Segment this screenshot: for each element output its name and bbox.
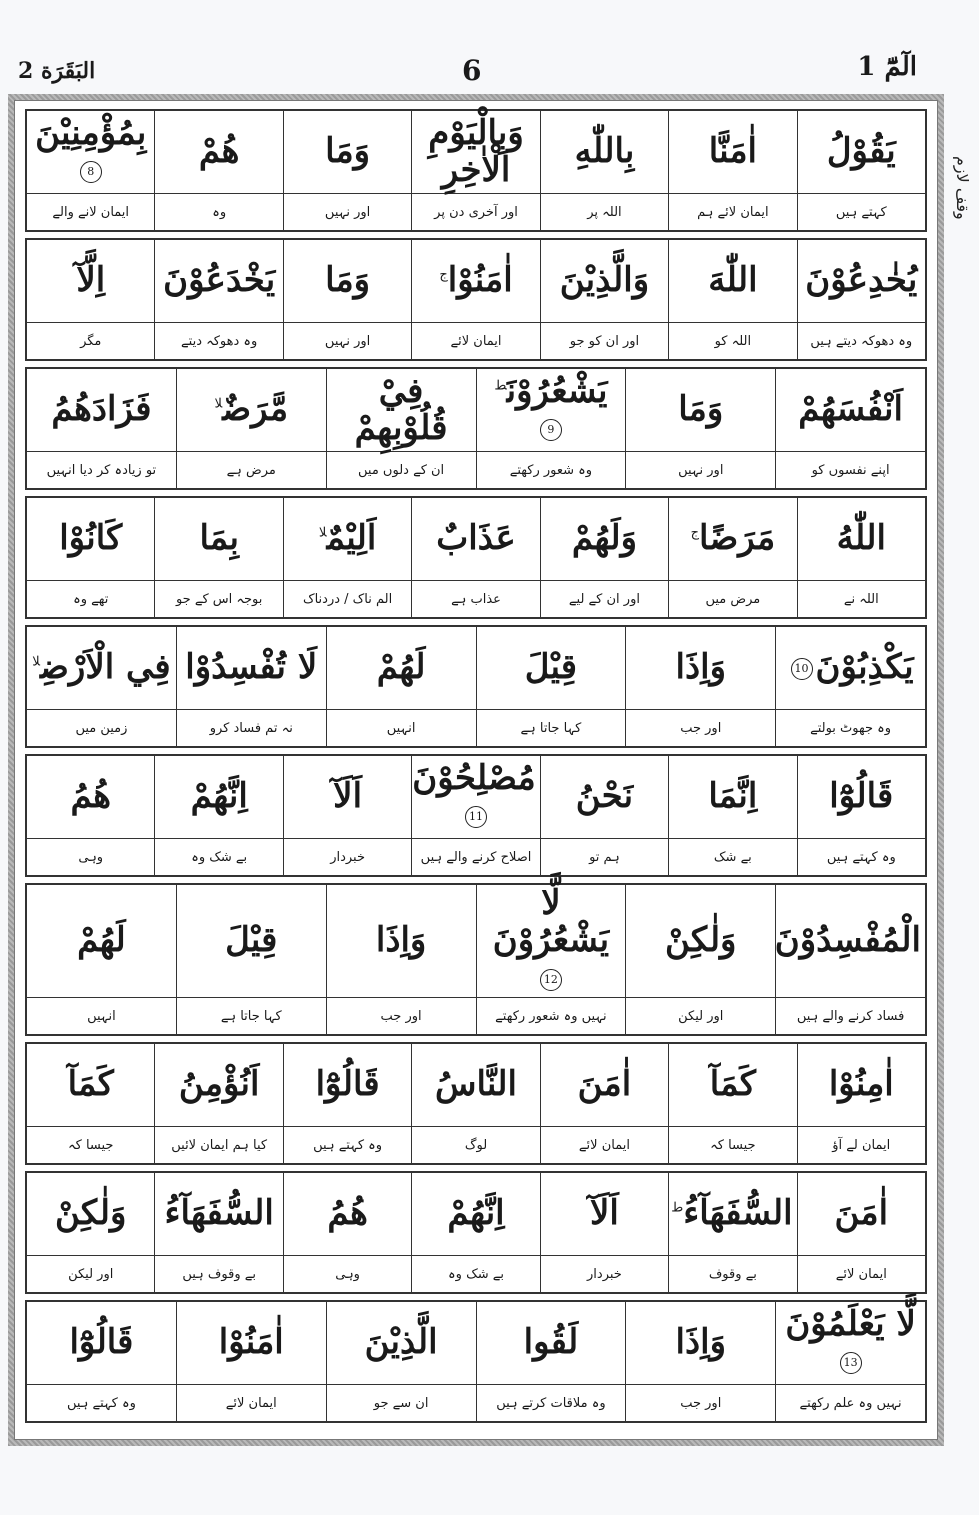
arabic-word: وَمَا bbox=[325, 260, 371, 301]
arabic-word: فَزَادَهُمُ bbox=[51, 389, 152, 430]
arabic-word: اِنَّمَا bbox=[708, 776, 758, 817]
urdu-gloss: اللہ پر bbox=[540, 194, 668, 231]
urdu-gloss: اور جب bbox=[326, 998, 476, 1035]
arabic-word: مَّرَضٌ bbox=[222, 389, 289, 430]
ayah-number-badge: 11 bbox=[465, 806, 487, 828]
urdu-gloss: فساد کرنے والے ہیں bbox=[776, 998, 926, 1035]
arabic-word: اٰمَنَ bbox=[834, 1193, 889, 1234]
arabic-word-cell bbox=[776, 1302, 926, 1385]
waqf-mark-icon: ط bbox=[494, 378, 507, 394]
arabic-word-cell bbox=[412, 240, 540, 323]
urdu-gloss: نہیں وہ شعور رکھتے bbox=[476, 998, 626, 1035]
arabic-word: بِاللّٰهِ bbox=[574, 131, 635, 172]
arabic-word-cell bbox=[626, 1302, 776, 1385]
arabic-word: وَاِذَا bbox=[675, 1322, 726, 1363]
page-number: 6 bbox=[462, 54, 482, 87]
arabic-word-cell bbox=[797, 240, 925, 323]
arabic-word: اَنُؤْمِنُ bbox=[178, 1064, 260, 1105]
urdu-gloss: کیا ہم ایمان لائیں bbox=[155, 1127, 283, 1164]
arabic-word: قِيْلَ bbox=[524, 647, 578, 688]
arabic-word: مَرَضًا bbox=[698, 518, 776, 559]
arabic-word-cell bbox=[155, 111, 283, 194]
arabic-word-cell bbox=[27, 1044, 155, 1127]
page-header bbox=[0, 52, 979, 98]
arabic-word-cell bbox=[669, 498, 797, 581]
juz-name: الٓمّٓ 1 bbox=[857, 52, 917, 82]
arabic-word-cell bbox=[155, 498, 283, 581]
urdu-gloss: ایمان لائے bbox=[797, 1256, 925, 1293]
waqf-mark-icon: ط bbox=[671, 1201, 684, 1217]
urdu-gloss: تھے وہ bbox=[27, 581, 155, 618]
urdu-gloss: ایمان لائے bbox=[176, 1385, 326, 1422]
ayah-number-badge: 9 bbox=[540, 419, 562, 441]
arabic-word-cell bbox=[540, 1173, 668, 1256]
arabic-word-cell bbox=[476, 369, 626, 452]
arabic-word-cell bbox=[476, 885, 626, 998]
urdu-gloss: وہ کہتے ہیں bbox=[797, 839, 925, 876]
arabic-word: وَمَا bbox=[325, 131, 371, 172]
arabic-word-cell bbox=[27, 1302, 177, 1385]
urdu-gloss: بے شک وہ bbox=[155, 839, 283, 876]
urdu-gloss: اور لیکن bbox=[626, 998, 776, 1035]
arabic-word: قِيْلَ bbox=[225, 920, 278, 961]
urdu-gloss: اور ان کے لیے bbox=[540, 581, 668, 618]
urdu-gloss: نہ تم فساد کرو bbox=[176, 710, 326, 747]
arabic-word: يَكْذِبُوْنَ bbox=[815, 647, 914, 688]
arabic-word: اٰمَنُوْا bbox=[218, 1322, 284, 1363]
verse-row bbox=[25, 238, 927, 361]
arabic-word-cell bbox=[27, 498, 155, 581]
arabic-word-cell bbox=[412, 756, 540, 839]
arabic-word: اٰمِنُوْا bbox=[828, 1064, 894, 1105]
verse-row bbox=[25, 367, 927, 490]
urdu-gloss: وہ کہتے ہیں bbox=[283, 1127, 411, 1164]
arabic-word: مُصْلِحُوْنَ bbox=[412, 757, 536, 798]
arabic-word: وَلٰكِنْ bbox=[55, 1193, 127, 1234]
arabic-word: وَاِذَا bbox=[375, 920, 427, 961]
word-by-word-grid bbox=[14, 100, 938, 1440]
arabic-word: الْمُفْسِدُوْنَ bbox=[774, 920, 921, 961]
urdu-gloss: اپنے نفسوں کو bbox=[776, 452, 926, 489]
arabic-word: اِنَّهُمْ bbox=[447, 1193, 505, 1234]
urdu-gloss: ان کے دلوں میں bbox=[326, 452, 476, 489]
urdu-gloss: جیسا کہ bbox=[27, 1127, 155, 1164]
arabic-word: وَالَّذِيْنَ bbox=[559, 260, 650, 301]
urdu-gloss: اور نہیں bbox=[283, 194, 411, 231]
urdu-gloss: انہیں bbox=[326, 710, 476, 747]
urdu-gloss: اور جب bbox=[626, 710, 776, 747]
urdu-gloss: ایمان لائے ہم bbox=[669, 194, 797, 231]
urdu-gloss: ہم تو bbox=[540, 839, 668, 876]
waqf-mark-icon: ج bbox=[439, 267, 448, 283]
arabic-word: قَالُوْٓا bbox=[315, 1064, 380, 1105]
arabic-word: فِي الْاَرْضِ bbox=[40, 647, 171, 688]
arabic-word: السُّفَهَآءُ bbox=[164, 1193, 274, 1234]
arabic-word: يُخٰدِعُوْنَ bbox=[805, 260, 918, 301]
urdu-gloss: اللہ نے bbox=[797, 581, 925, 618]
urdu-gloss: اصلاح کرنے والے ہیں bbox=[412, 839, 540, 876]
arabic-word: النَّاسُ bbox=[435, 1064, 517, 1105]
arabic-word-cell bbox=[27, 111, 155, 194]
urdu-gloss: اللہ کو bbox=[669, 323, 797, 360]
urdu-gloss: نہیں وہ علم رکھتے bbox=[776, 1385, 926, 1422]
arabic-word: اللّٰهُ bbox=[836, 518, 886, 559]
urdu-gloss: کہتے ہیں bbox=[797, 194, 925, 231]
arabic-word: لَّا يَشْعُرُوْنَ bbox=[492, 883, 610, 961]
arabic-word-cell bbox=[626, 627, 776, 710]
urdu-gloss: بوجہ اس کے جو bbox=[155, 581, 283, 618]
urdu-gloss: ایمان لائے bbox=[412, 323, 540, 360]
arabic-word-cell bbox=[176, 1302, 326, 1385]
arabic-word: كَمَآ bbox=[709, 1064, 756, 1105]
arabic-word-cell bbox=[776, 627, 926, 710]
arabic-word-cell bbox=[797, 756, 925, 839]
arabic-word-cell bbox=[155, 756, 283, 839]
arabic-word-cell bbox=[669, 756, 797, 839]
arabic-word: كَمَآ bbox=[67, 1064, 114, 1105]
surah-name: البَقَرَة 2 bbox=[18, 58, 96, 84]
arabic-word-cell bbox=[176, 885, 326, 998]
arabic-word: السُّفَهَآءُ bbox=[683, 1193, 793, 1234]
urdu-gloss: اور نہیں bbox=[283, 323, 411, 360]
arabic-word-cell bbox=[540, 1044, 668, 1127]
waqf-mark-icon: لا bbox=[214, 396, 223, 412]
arabic-word-cell bbox=[27, 369, 177, 452]
arabic-word-cell bbox=[326, 1302, 476, 1385]
arabic-word: وَبِالْيَوْمِ الْاٰخِرِ bbox=[428, 112, 524, 190]
arabic-word: الَّذِيْنَ bbox=[364, 1322, 438, 1363]
arabic-word-cell bbox=[626, 369, 776, 452]
arabic-word: وَاِذَا bbox=[675, 647, 726, 688]
verse-row bbox=[25, 1171, 927, 1294]
urdu-gloss: کہا جاتا ہے bbox=[176, 998, 326, 1035]
urdu-gloss: وہ bbox=[155, 194, 283, 231]
arabic-word: وَلَهُمْ bbox=[571, 518, 637, 559]
urdu-gloss: مگر bbox=[27, 323, 155, 360]
arabic-word: وَلٰكِنْ bbox=[665, 920, 737, 961]
urdu-gloss: خبردار bbox=[283, 839, 411, 876]
arabic-word-cell bbox=[669, 1044, 797, 1127]
urdu-gloss: اور لیکن bbox=[27, 1256, 155, 1293]
arabic-word-cell bbox=[412, 1173, 540, 1256]
arabic-word-cell bbox=[283, 1173, 411, 1256]
ayah-number-badge: 13 bbox=[840, 1352, 862, 1374]
arabic-word-cell bbox=[27, 627, 177, 710]
urdu-gloss: ان سے جو bbox=[326, 1385, 476, 1422]
urdu-gloss: وہ دھوکہ دیتے ہیں bbox=[797, 323, 925, 360]
urdu-gloss: وہ دھوکہ دیتے bbox=[155, 323, 283, 360]
arabic-word: لَقُوا bbox=[523, 1322, 579, 1363]
arabic-word-cell bbox=[797, 498, 925, 581]
arabic-word-cell bbox=[776, 369, 926, 452]
ayah-number-badge: 10 bbox=[791, 658, 813, 680]
arabic-word-cell bbox=[27, 240, 155, 323]
urdu-gloss: عذاب ہے bbox=[412, 581, 540, 618]
arabic-word-cell bbox=[540, 756, 668, 839]
arabic-word-cell bbox=[797, 1173, 925, 1256]
arabic-word: اللّٰهَ bbox=[708, 260, 758, 301]
arabic-word-cell bbox=[176, 627, 326, 710]
arabic-word-cell bbox=[27, 1173, 155, 1256]
arabic-word-cell bbox=[412, 111, 540, 194]
arabic-word-cell bbox=[27, 756, 155, 839]
arabic-word: اَنْفُسَهُمْ bbox=[798, 389, 903, 430]
arabic-word-cell bbox=[776, 885, 926, 998]
arabic-word: لَّا يَعْلَمُوْنَ bbox=[785, 1303, 916, 1344]
urdu-gloss: بے شک وہ bbox=[412, 1256, 540, 1293]
urdu-gloss: ایمان لے آؤ bbox=[797, 1127, 925, 1164]
arabic-word: نَحْنُ bbox=[575, 776, 634, 817]
urdu-gloss: بے شک bbox=[669, 839, 797, 876]
arabic-word: اَلِيْمٌ bbox=[326, 518, 377, 559]
urdu-gloss: بے وقوف ہیں bbox=[155, 1256, 283, 1293]
verse-row bbox=[25, 109, 927, 232]
arabic-word-cell bbox=[155, 1044, 283, 1127]
ayah-number-badge: 12 bbox=[540, 969, 562, 991]
verse-row bbox=[25, 496, 927, 619]
urdu-gloss: اور جب bbox=[626, 1385, 776, 1422]
arabic-word: اٰمَنَ bbox=[577, 1064, 632, 1105]
urdu-gloss: وہ ملاقات کرتے ہیں bbox=[476, 1385, 626, 1422]
arabic-word: يَقُوْلُ bbox=[826, 131, 896, 172]
decorative-frame bbox=[8, 94, 944, 1446]
urdu-gloss: اور ان کو جو bbox=[540, 323, 668, 360]
arabic-word-cell bbox=[540, 111, 668, 194]
arabic-word-cell bbox=[283, 240, 411, 323]
arabic-word: لَهُمْ bbox=[376, 647, 426, 688]
arabic-word: اٰمَنَّا bbox=[708, 131, 757, 172]
margin-note: وقف لازم bbox=[953, 156, 972, 220]
urdu-gloss: بے وقوف bbox=[669, 1256, 797, 1293]
urdu-gloss: وہ شعور رکھتے bbox=[476, 452, 626, 489]
arabic-word: لَهُمْ bbox=[77, 920, 126, 961]
arabic-word: اَلَآ bbox=[590, 1193, 619, 1234]
arabic-word: اِلَّآ bbox=[76, 260, 106, 301]
verse-row bbox=[25, 625, 927, 748]
arabic-word: قَالُوْٓا bbox=[69, 1322, 134, 1363]
arabic-word: قَالُوْٓا bbox=[829, 776, 894, 817]
arabic-word: هُمُ bbox=[327, 1193, 368, 1234]
urdu-gloss: اور نہیں bbox=[626, 452, 776, 489]
arabic-word: اٰمَنُوْا bbox=[447, 260, 513, 301]
arabic-word-cell bbox=[412, 1044, 540, 1127]
urdu-gloss: وہی bbox=[27, 839, 155, 876]
urdu-gloss: مرض ہے bbox=[176, 452, 326, 489]
arabic-word-cell bbox=[669, 240, 797, 323]
verse-row bbox=[25, 1042, 927, 1165]
arabic-word: هُمْ bbox=[198, 131, 240, 172]
arabic-word: عَذَابٌ bbox=[436, 518, 516, 559]
arabic-word: كَانُوْا bbox=[59, 518, 123, 559]
arabic-word-cell bbox=[283, 1044, 411, 1127]
arabic-word-cell bbox=[626, 885, 776, 998]
arabic-word-cell bbox=[412, 498, 540, 581]
urdu-gloss: مرض میں bbox=[669, 581, 797, 618]
urdu-gloss: وہی bbox=[283, 1256, 411, 1293]
urdu-gloss: الم ناک / دردناک bbox=[283, 581, 411, 618]
arabic-word-cell bbox=[476, 627, 626, 710]
urdu-gloss: انہیں bbox=[27, 998, 177, 1035]
verse-row bbox=[25, 1300, 927, 1423]
urdu-gloss: کہا جاتا ہے bbox=[476, 710, 626, 747]
arabic-word: اِنَّهُمْ bbox=[190, 776, 248, 817]
arabic-word-cell bbox=[27, 885, 177, 998]
ayah-number-badge: 8 bbox=[80, 161, 102, 183]
arabic-word-cell bbox=[540, 240, 668, 323]
urdu-gloss: لوگ bbox=[412, 1127, 540, 1164]
arabic-word-cell bbox=[155, 1173, 283, 1256]
arabic-word: هُمُ bbox=[70, 776, 112, 817]
arabic-word: لَا تُفْسِدُوْا bbox=[185, 647, 318, 688]
urdu-gloss: اور آخری دن پر bbox=[412, 194, 540, 231]
urdu-gloss: زمین میں bbox=[27, 710, 177, 747]
arabic-word: بِمَا bbox=[199, 518, 239, 559]
urdu-gloss: ایمان لائے bbox=[540, 1127, 668, 1164]
arabic-word-cell bbox=[476, 1302, 626, 1385]
arabic-word-cell bbox=[326, 627, 476, 710]
urdu-gloss: جیسا کہ bbox=[669, 1127, 797, 1164]
arabic-word-cell bbox=[540, 498, 668, 581]
urdu-gloss: ایمان لانے والے bbox=[27, 194, 155, 231]
arabic-word-cell bbox=[797, 1044, 925, 1127]
waqf-mark-icon: ج bbox=[690, 525, 699, 541]
arabic-word: يَخْدَعُوْنَ bbox=[163, 260, 276, 301]
arabic-word-cell bbox=[797, 111, 925, 194]
arabic-word-cell bbox=[283, 756, 411, 839]
arabic-word-cell bbox=[176, 369, 326, 452]
urdu-gloss: وہ کہتے ہیں bbox=[27, 1385, 177, 1422]
arabic-word-cell bbox=[326, 885, 476, 998]
arabic-word-cell bbox=[669, 1173, 797, 1256]
urdu-gloss: تو زیادہ کر دیا انہیں bbox=[27, 452, 177, 489]
waqf-mark-icon: لا bbox=[32, 654, 41, 670]
arabic-word-cell bbox=[155, 240, 283, 323]
arabic-word-cell bbox=[326, 369, 476, 452]
arabic-word-cell bbox=[283, 498, 411, 581]
arabic-word-cell bbox=[283, 111, 411, 194]
arabic-word: فِيْ قُلُوْبِهِمْ bbox=[354, 370, 448, 448]
arabic-word: يَشْعُرُوْنَ bbox=[506, 370, 608, 411]
verse-row bbox=[25, 754, 927, 877]
urdu-gloss: خبردار bbox=[540, 1256, 668, 1293]
urdu-gloss: وہ جھوٹ بولتے bbox=[776, 710, 926, 747]
arabic-word: وَمَا bbox=[678, 389, 724, 430]
verse-row bbox=[25, 883, 927, 1036]
arabic-word: بِمُؤْمِنِيْنَ bbox=[35, 112, 147, 153]
arabic-word: اَلَآ bbox=[333, 776, 363, 817]
waqf-mark-icon: لا bbox=[318, 525, 327, 541]
arabic-word-cell bbox=[669, 111, 797, 194]
